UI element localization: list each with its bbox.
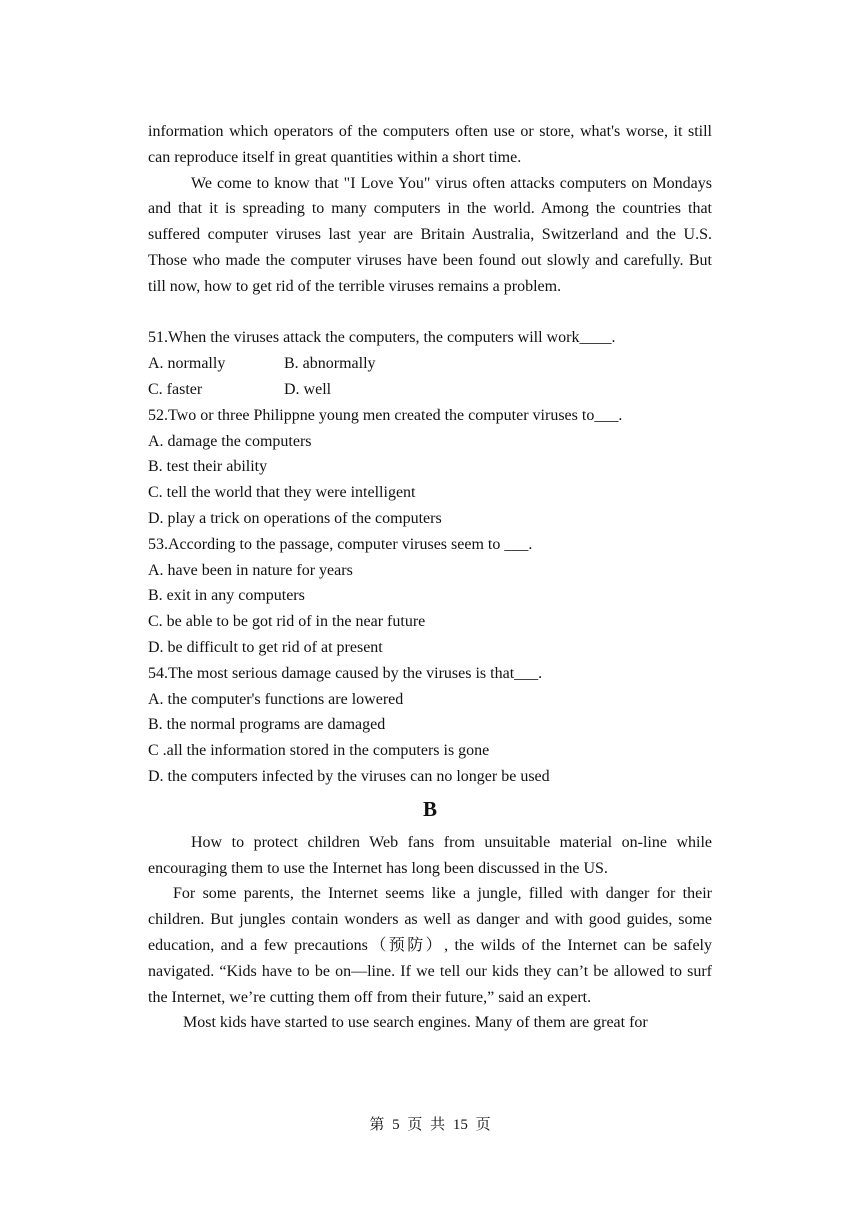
option-b: B. test their ability — [148, 458, 268, 476]
page-footer: 第 5 页 共 15 页 — [369, 1117, 491, 1133]
option-d: D. well — [284, 380, 332, 398]
option-b: B. the normal programs are damaged — [148, 716, 386, 734]
option-c: C .all the information stored in the computers is gone — [148, 742, 490, 760]
question-53 — [148, 532, 712, 661]
question-stem: 52.Two or three Philippne young men created the computer viruses to___. — [148, 406, 623, 424]
page-content — [148, 119, 712, 1036]
question-stem: 51.When the viruses attack the computers, the computers will work____. — [148, 329, 616, 347]
option-c: C. be able to be got rid of in the near future — [148, 613, 426, 631]
question-52 — [148, 403, 712, 532]
option-d: D. play a trick on operations of the computers — [148, 509, 442, 527]
question-stem: 53.According to the passage, computer viruses seem to ___. — [148, 535, 533, 553]
option-a: A. the computer's functions are lowered — [148, 690, 404, 708]
option-a: A. have been in nature for years — [148, 561, 353, 579]
question-51 — [148, 325, 712, 402]
passage-a-paragraph-1: information which operators of the computers often use or store, what's worse, it still can reproduce itself in great quantities within a short time. — [148, 123, 712, 166]
question-stem: 54.The most serious damage caused by the viruses is that___. — [148, 664, 543, 682]
options-row — [148, 351, 712, 377]
option-c: C. faster — [148, 380, 203, 398]
passage-b-paragraph-1: How to protect children Web fans from unsuitable material on-line while encouraging them to use the Internet has long been discussed in the US. — [148, 833, 712, 877]
paragraph-gap — [148, 300, 712, 326]
question-54 — [148, 661, 712, 790]
passage-a-paragraph-2: We come to know that "I Love You" virus often attacks computers on Mondays and that it is spreading to many computers in the world. Among the countries that suffered computer viruses last year are Britain Australia, Switzerland and the U.S. Those who made the computer viruses have been found out slowly and carefully. But till now, how to get rid of the terrible viruses remains a problem. — [148, 174, 712, 295]
option-c: C. tell the world that they were intelligent — [148, 484, 416, 502]
passage-b-paragraph-3: Most kids have started to use search engines. Many of them are great for — [183, 1014, 648, 1032]
passage-b-paragraph-2: For some parents, the Internet seems like a jungle, filled with danger for their children. But jungles contain wonders as well as danger and with good guides, some education, and a few precautions（预防）, the wilds of the Internet can be safely navigated. “Kids have to be on—line. If we tell our kids they can’t be allowed to surf the Internet, we’re cutting them off from their future,” said an expert. — [148, 885, 712, 1006]
option-d: D. the computers infected by the viruses can no longer be used — [148, 767, 550, 785]
option-b: B. abnormally — [284, 355, 376, 373]
option-d: D. be difficult to get rid of at present — [148, 638, 383, 656]
option-b: B. exit in any computers — [148, 587, 305, 605]
options-row — [148, 377, 712, 403]
section-b-heading: B — [422, 796, 437, 821]
option-a: A. damage the computers — [148, 432, 312, 450]
option-a: A. normally — [148, 355, 226, 373]
